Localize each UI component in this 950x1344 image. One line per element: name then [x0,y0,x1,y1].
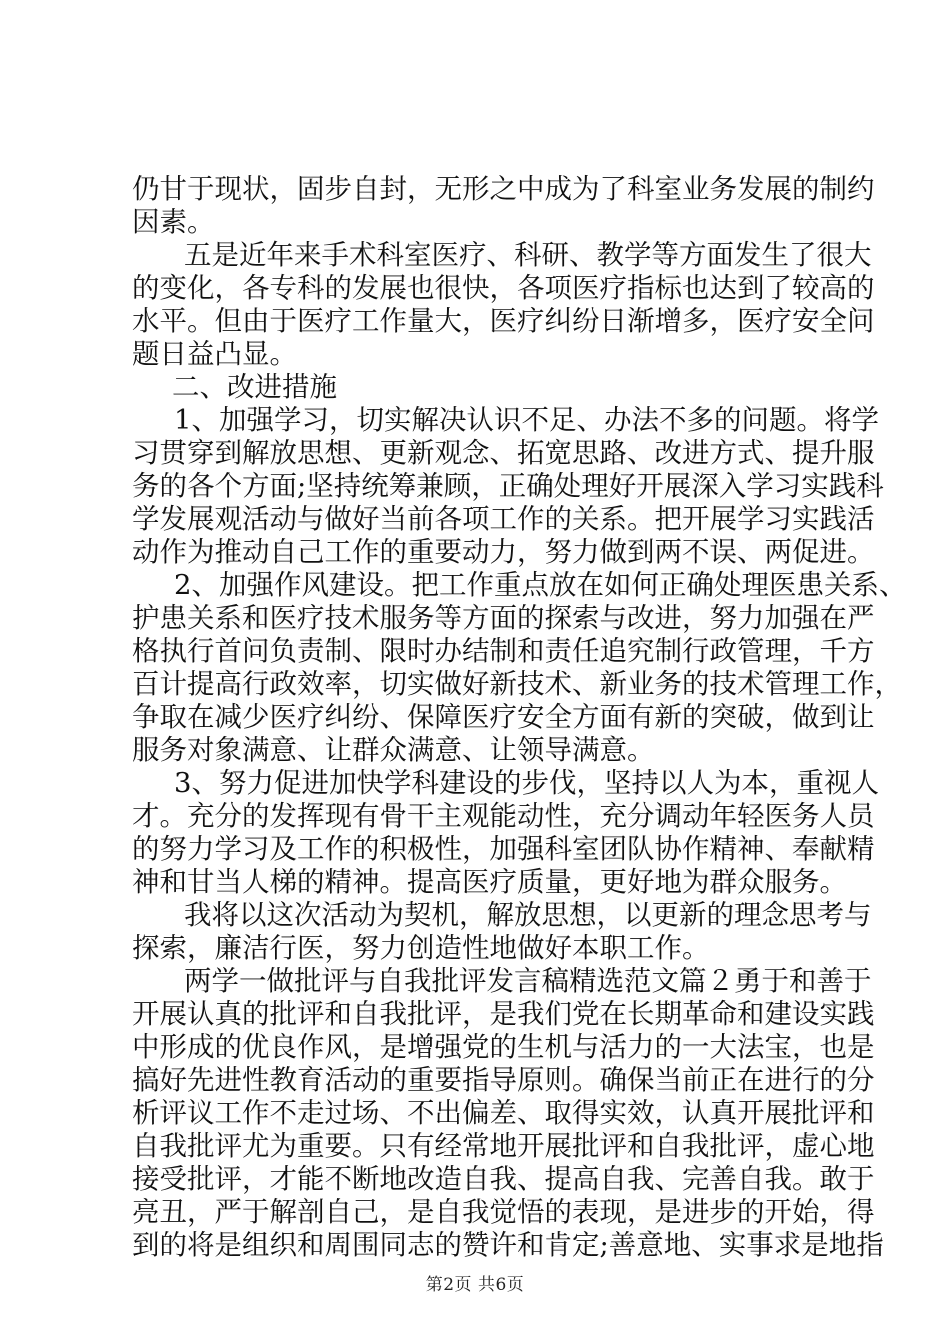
body-line: 自我批评尤为重要。只有经常地开展批评和自我批评，虚心地 [132,1130,875,1162]
page-number: 第2页 共6页 [425,1275,525,1295]
body-line: 两学一做批评与自我批评发言稿精选范文篇２勇于和善于 [184,965,872,997]
body-line: 中形成的优良作风，是增强党的生机与活力的一大法宝，也是 [132,1031,875,1063]
body-line: 习贯穿到解放思想、更新观念、拓宽思路、改进方式、提升服 [132,437,875,469]
body-line: 开展认真的批评和自我批评，是我们党在长期革命和建设实践 [132,998,875,1030]
body-line: 到的将是组织和周围同志的赞许和肯定;善意地、实事求是地指 [132,1229,884,1261]
body-line: 2、加强作风建设。把工作重点放在如何正确处理医患关系、 [174,569,907,601]
body-line: 争取在减少医疗纠纷、保障医疗安全方面有新的突破，做到让 [132,701,875,733]
body-line: 百计提高行政效率，切实做好新技术、新业务的技术管理工作， [132,668,902,700]
body-line: 1、加强学习，切实解决认识不足、办法不多的问题。将学 [174,404,879,436]
body-line: 我将以这次活动为契机，解放思想，以更新的理念思考与 [184,899,872,931]
body-line: 护患关系和医疗技术服务等方面的探索与改进，努力加强在严 [132,602,875,634]
body-line: 亮丑，严于解剖自己，是自我觉悟的表现，是进步的开始，得 [132,1196,875,1228]
body-line: 学发展观活动与做好当前各项工作的关系。把开展学习实践活 [132,503,875,535]
body-line: 的变化，各专科的发展也很快，各项医疗指标也达到了较高的 [132,272,875,304]
body-line: 题日益凸显。 [132,338,297,370]
body-line: 析评议工作不走过场、不出偏差、取得实效，认真开展批评和 [132,1097,875,1129]
body-line: 服务对象满意、让群众满意、让领导满意。 [132,734,655,766]
body-line: 格执行首问负责制、限时办结制和责任追究制行政管理，千方 [132,635,875,667]
body-line: 动作为推动自己工作的重要动力，努力做到两不误、两促进。 [132,536,875,568]
body-line: 3、努力促进加快学科建设的步伐，坚持以人为本，重视人 [174,767,879,799]
body-line: 因素。 [132,206,215,238]
body-line: 仍甘于现状，固步自封，无形之中成为了科室业务发展的制约 [132,173,875,205]
body-line: 务的各个方面;坚持统筹兼顾，正确处理好开展深入学习实践科 [132,470,884,502]
body-line: 神和甘当人梯的精神。提高医疗质量，更好地为群众服务。 [132,866,847,898]
body-line: 的努力学习及工作的积极性，加强科室团队协作精神、奉献精 [132,833,875,865]
section-heading: 二、改进措施 [172,371,337,403]
body-line: 接受批评，才能不断地改造自我、提高自我、完善自我。敢于 [132,1163,875,1195]
body-line: 水平。但由于医疗工作量大，医疗纠纷日渐增多，医疗安全问 [132,305,875,337]
body-line: 五是近年来手术科室医疗、科研、教学等方面发生了很大 [184,239,872,271]
body-line: 搞好先进性教育活动的重要指导原则。确保当前正在进行的分 [132,1064,875,1096]
body-line: 才。充分的发挥现有骨干主观能动性，充分调动年轻医务人员 [132,800,875,832]
body-line: 探索，廉洁行医，努力创造性地做好本职工作。 [132,932,710,964]
